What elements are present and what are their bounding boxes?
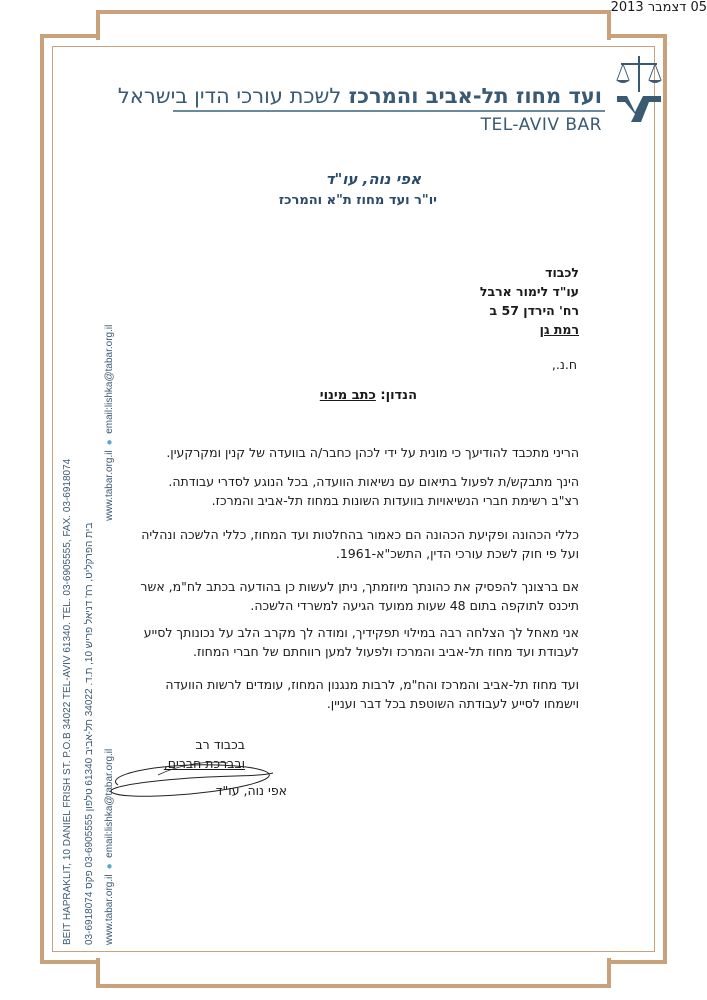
body-line: לעבודת ועד מחוז תל-אביב והמרכז ולפעול למען רווחתם של חברי המחוז. xyxy=(192,644,579,659)
body-line: הינך מתבקש/ת לפעול בתיאום עם נשיאות הוועדה, בכל הנוגע לסדרי עבודתה. xyxy=(168,474,579,489)
org-name-bold: ועד מחוז תל-אביב והמרכז xyxy=(348,84,602,108)
sidebar-address-english: BEIT HAPRAKLIT, 10 DANIEL FRISH ST. P.O.B 34022 TEL-AVIV 61340. TEL. 03-6905555, FAX. 03-6918074 xyxy=(62,458,73,945)
body-line: וישמחו לסייע לעבודתה השוטפת בכל דבר ועניין. xyxy=(326,696,579,711)
subject-line xyxy=(320,388,417,403)
recipient-street: רח' הירדן 57 ב xyxy=(489,303,579,318)
organization-name-english: TEL-AVIV BAR xyxy=(480,115,602,135)
recipient-city: רמת גן xyxy=(539,322,579,337)
dot-icon: ● xyxy=(104,436,115,448)
recipient-salutation: לכבוד xyxy=(545,265,579,280)
sender-name: אפי נוה, עו"ד xyxy=(325,170,421,188)
closing-line-1: בכבוד רב xyxy=(195,737,245,752)
sender-title: יו"ר ועד מחוז ת"א והמרכז xyxy=(278,193,437,208)
body-line: תיכנס לתוקפה בתום 48 שעות ממועד הגיעה למשרדי הלשכה. xyxy=(250,598,579,613)
org-name-rest: לשכת עורכי הדין בישראל xyxy=(117,84,342,108)
subject-text: כתב מינוי xyxy=(319,388,376,403)
body-line: כללי הכהונה ופקיעת הכהונה הם כאמור בהחלטות ועד המחוז, כללי הלשכה ונהליה xyxy=(141,527,579,542)
scales-logo-icon xyxy=(613,52,665,132)
body-line: אם ברצונך להפסיק את כהונתך מיוזמתך, ניתן לעשות כן בהודעה בכתב לח"מ, אשר xyxy=(140,579,579,594)
greeting: ח.נ., xyxy=(551,357,577,372)
body-paragraph-3 xyxy=(141,525,579,563)
page-border-top-tab xyxy=(96,10,611,40)
letter-date: 05 דצמבר 2013 xyxy=(610,0,707,15)
body-paragraph-5 xyxy=(144,623,579,661)
body-line: אני מאחל לך הצלחה רבה במילוי תפקידיך, ומודה לך מקרב הלב על נכונותך לסייע xyxy=(143,625,579,640)
sidebar-email-link[interactable]: email:lishka@tabar.org.il xyxy=(104,748,115,858)
recipient-name: עו"ד לימור ארבל xyxy=(479,284,579,299)
body-line: הריני מתכבד להודיעך כי מונית על ידי לכהן כחבר/ה בוועדה של קנין ומקרקעין. xyxy=(166,445,579,460)
body-paragraph-1 xyxy=(166,443,579,462)
body-line: ועד מחוז תל-אביב והמרכז והח"מ, לרבות מנגנון המחוז, עומדים לרשות הוועדה xyxy=(165,677,579,692)
body-line: רצ"ב רשימת חברי הנשיאויות בוועדות השונות במחוז תל-אביב והמרכז. xyxy=(211,493,579,508)
sidebar-email-link-2[interactable]: email:lishka@tabar.org.il xyxy=(104,324,115,434)
body-paragraph-2 xyxy=(168,472,579,510)
subject-label: הנדון: xyxy=(380,388,417,403)
closing-line-2: ובברכת חברים, xyxy=(163,756,245,771)
contact-sidebar xyxy=(40,115,115,945)
sidebar-web-link[interactable]: www.tabar.org.il xyxy=(104,874,115,945)
body-paragraph-4 xyxy=(140,577,579,615)
sidebar-web-contacts xyxy=(104,115,118,945)
body-paragraph-6 xyxy=(165,675,579,713)
sidebar-web-link-2[interactable]: www.tabar.org.il xyxy=(104,450,115,521)
body-line: ועל פי חוק לשכת עורכי הדין, התשכ"א-1961. xyxy=(335,546,579,561)
sidebar-address-hebrew: בית הפרקליט, רח' דניאל פריש 10, ת.ד. 34022 תל-אביב 61340 טלפון 03-6905555 פקס 03-6918074 xyxy=(84,522,95,945)
organization-name-hebrew xyxy=(118,84,602,108)
page-border-bottom-tab xyxy=(96,958,611,988)
signer-name: אפי נוה, עו"ד xyxy=(215,783,287,798)
dot-icon: ● xyxy=(104,860,115,872)
header-rule xyxy=(173,110,605,112)
